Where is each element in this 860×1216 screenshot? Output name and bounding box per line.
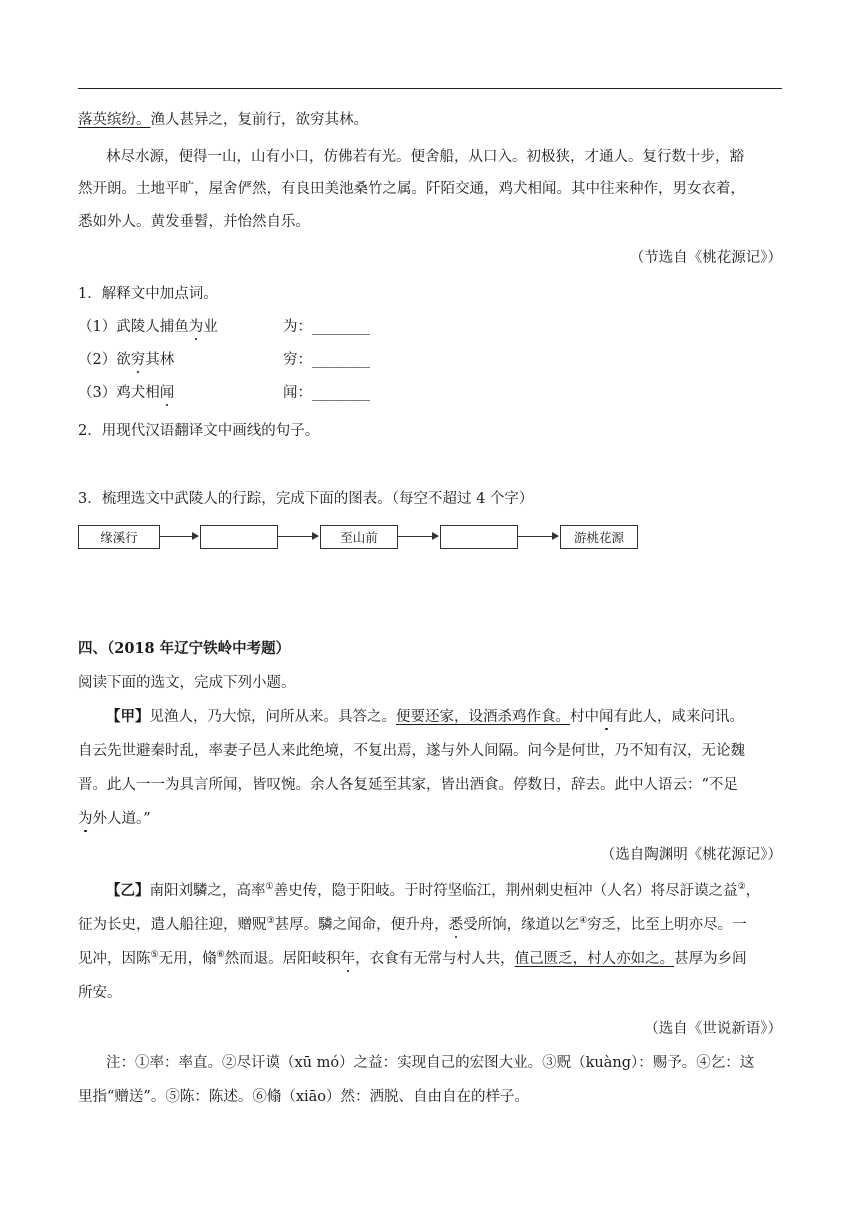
- jia-tag: 【甲】: [106, 708, 150, 725]
- passage1-para2-line1: 林尽水源，便得一山，山有小口，仿佛若有光。便舍船，从口入。初极狭，才通人。复行数十步，豁: [106, 149, 744, 165]
- jia-line1: 【甲】见渔人，乃大惊，问所从来。具答之。便要还家，设酒杀鸡作食。村中闻有此人，咸来问讯。: [106, 708, 744, 725]
- jia-line4: 为外人道。”: [78, 811, 151, 827]
- question-1-item-3: （3）鸡犬相闻: [78, 385, 175, 401]
- flow-box-4-blank[interactable]: [440, 525, 518, 549]
- answer-blank[interactable]: ________: [312, 385, 370, 401]
- passage1-para2-line2: 然开朗。土地平旷，屋舍俨然，有良田美池桑竹之属。阡陌交通，鸡犬相闻。其中往来种作，男女衣着，: [78, 181, 745, 197]
- yi-line3: 见冲，因陈⑤无用，翛⑥然而退。居阳岐积年，衣食有无常与村人共，值己匮乏，村人亦如之。甚厚为乡闾: [78, 950, 747, 967]
- jia-line2: 自云先世避秦时乱，率妻子邑人来此绝境，不复出焉，遂与外人间隔。问今是何世，乃不知有汉，无论魏: [78, 743, 745, 759]
- yi-source: （选自《世说新语》）: [644, 1021, 782, 1037]
- question-1-item-1: （1）武陵人捕鱼为业: [78, 319, 218, 335]
- section-4-instruction: 阅读下面的选文，完成下列小题。: [78, 675, 296, 691]
- answer-field-1[interactable]: 为：________: [283, 319, 370, 335]
- yi-line4: 所安。: [78, 985, 122, 1001]
- yi-tag: 【乙】: [106, 882, 150, 899]
- dotted-word: 闻: [599, 709, 614, 725]
- answer-blank[interactable]: ________: [312, 352, 370, 368]
- flow-box-1: 缘溪行: [78, 525, 160, 549]
- dotted-word: 闻: [159, 385, 175, 401]
- answer-field-3[interactable]: 闻：________: [283, 385, 370, 401]
- jia-line3: 晋。此人一一为具言所闻，皆叹惋。余人各复延至其家，皆出酒食。停数日，辞去。此中人语云：“不足: [78, 777, 738, 793]
- passage1-source: （节选自《桃花源记》）: [629, 250, 782, 266]
- question-2: 2．用现代汉语翻译文中画线的句子。: [78, 423, 320, 439]
- answer-blank[interactable]: ________: [312, 319, 370, 335]
- flow-box-2-blank[interactable]: [200, 525, 278, 549]
- underlined-sentence: 便要还家，设酒杀鸡作食。: [396, 709, 570, 725]
- notes-line1: 注：①率：率直。②尽讦谟（xū mó）之益：实现自己的宏图大业。③贶（kuàng）：赐予。④乞：这: [106, 1055, 755, 1071]
- dotted-word: 年: [340, 951, 356, 967]
- dotted-word: 为: [188, 319, 204, 335]
- flow-arrow-4: [518, 536, 558, 537]
- passage1-para2-line3: 悉如外人。黄发垂髫，并怡然自乐。: [78, 214, 310, 230]
- jia-source: （选自陶渊明《桃花源记》）: [600, 847, 782, 863]
- flow-box-5: 游桃花源: [560, 525, 638, 549]
- itinerary-flowchart: [78, 525, 638, 551]
- yi-line1: 【乙】南阳刘驎之，高率①善史传，隐于阳岐。于时符坚临江，荆州刺史桓冲（人名）将尽訏谟之益②，: [106, 882, 761, 899]
- answer-field-2[interactable]: 穷：________: [283, 352, 370, 368]
- notes-line2: 里指“赠送”。⑤陈：陈述。⑥翛（xiāo）然：洒脱、自由自在的样子。: [78, 1089, 530, 1105]
- flow-arrow-3: [398, 536, 438, 537]
- passage1-line1: 落英缤纷。渔人甚异之，复前行，欲穷其林。: [78, 112, 368, 128]
- header-rule: [78, 88, 782, 89]
- flow-arrow-2: [278, 536, 318, 537]
- question-3: 3．梳理选文中武陵人的行踪，完成下面的图表。（每空不超过 4 个字）: [78, 491, 534, 507]
- question-1: 1．解释文中加点词。: [78, 286, 218, 302]
- section-4-heading: 四、（2018 年辽宁铁岭中考题）: [78, 640, 291, 657]
- flow-arrow-1: [160, 536, 198, 537]
- underlined-sentence: 落英缤纷。: [78, 112, 151, 128]
- dotted-word: 为: [78, 811, 93, 827]
- dotted-word: 悉: [448, 917, 464, 933]
- yi-line2: 征为长史，遣人船往迎，赠贶③甚厚。驎之闻命，便升舟，悉受所饷，缘道以乞④穷乏，比至上明亦尽。一: [78, 916, 747, 933]
- underlined-sentence: 值己匮乏，村人亦如之。: [514, 951, 675, 967]
- dotted-word: 穷: [130, 352, 146, 368]
- question-1-item-2: （2）欲穷其林: [78, 352, 175, 368]
- flow-box-3: 至山前: [320, 525, 398, 549]
